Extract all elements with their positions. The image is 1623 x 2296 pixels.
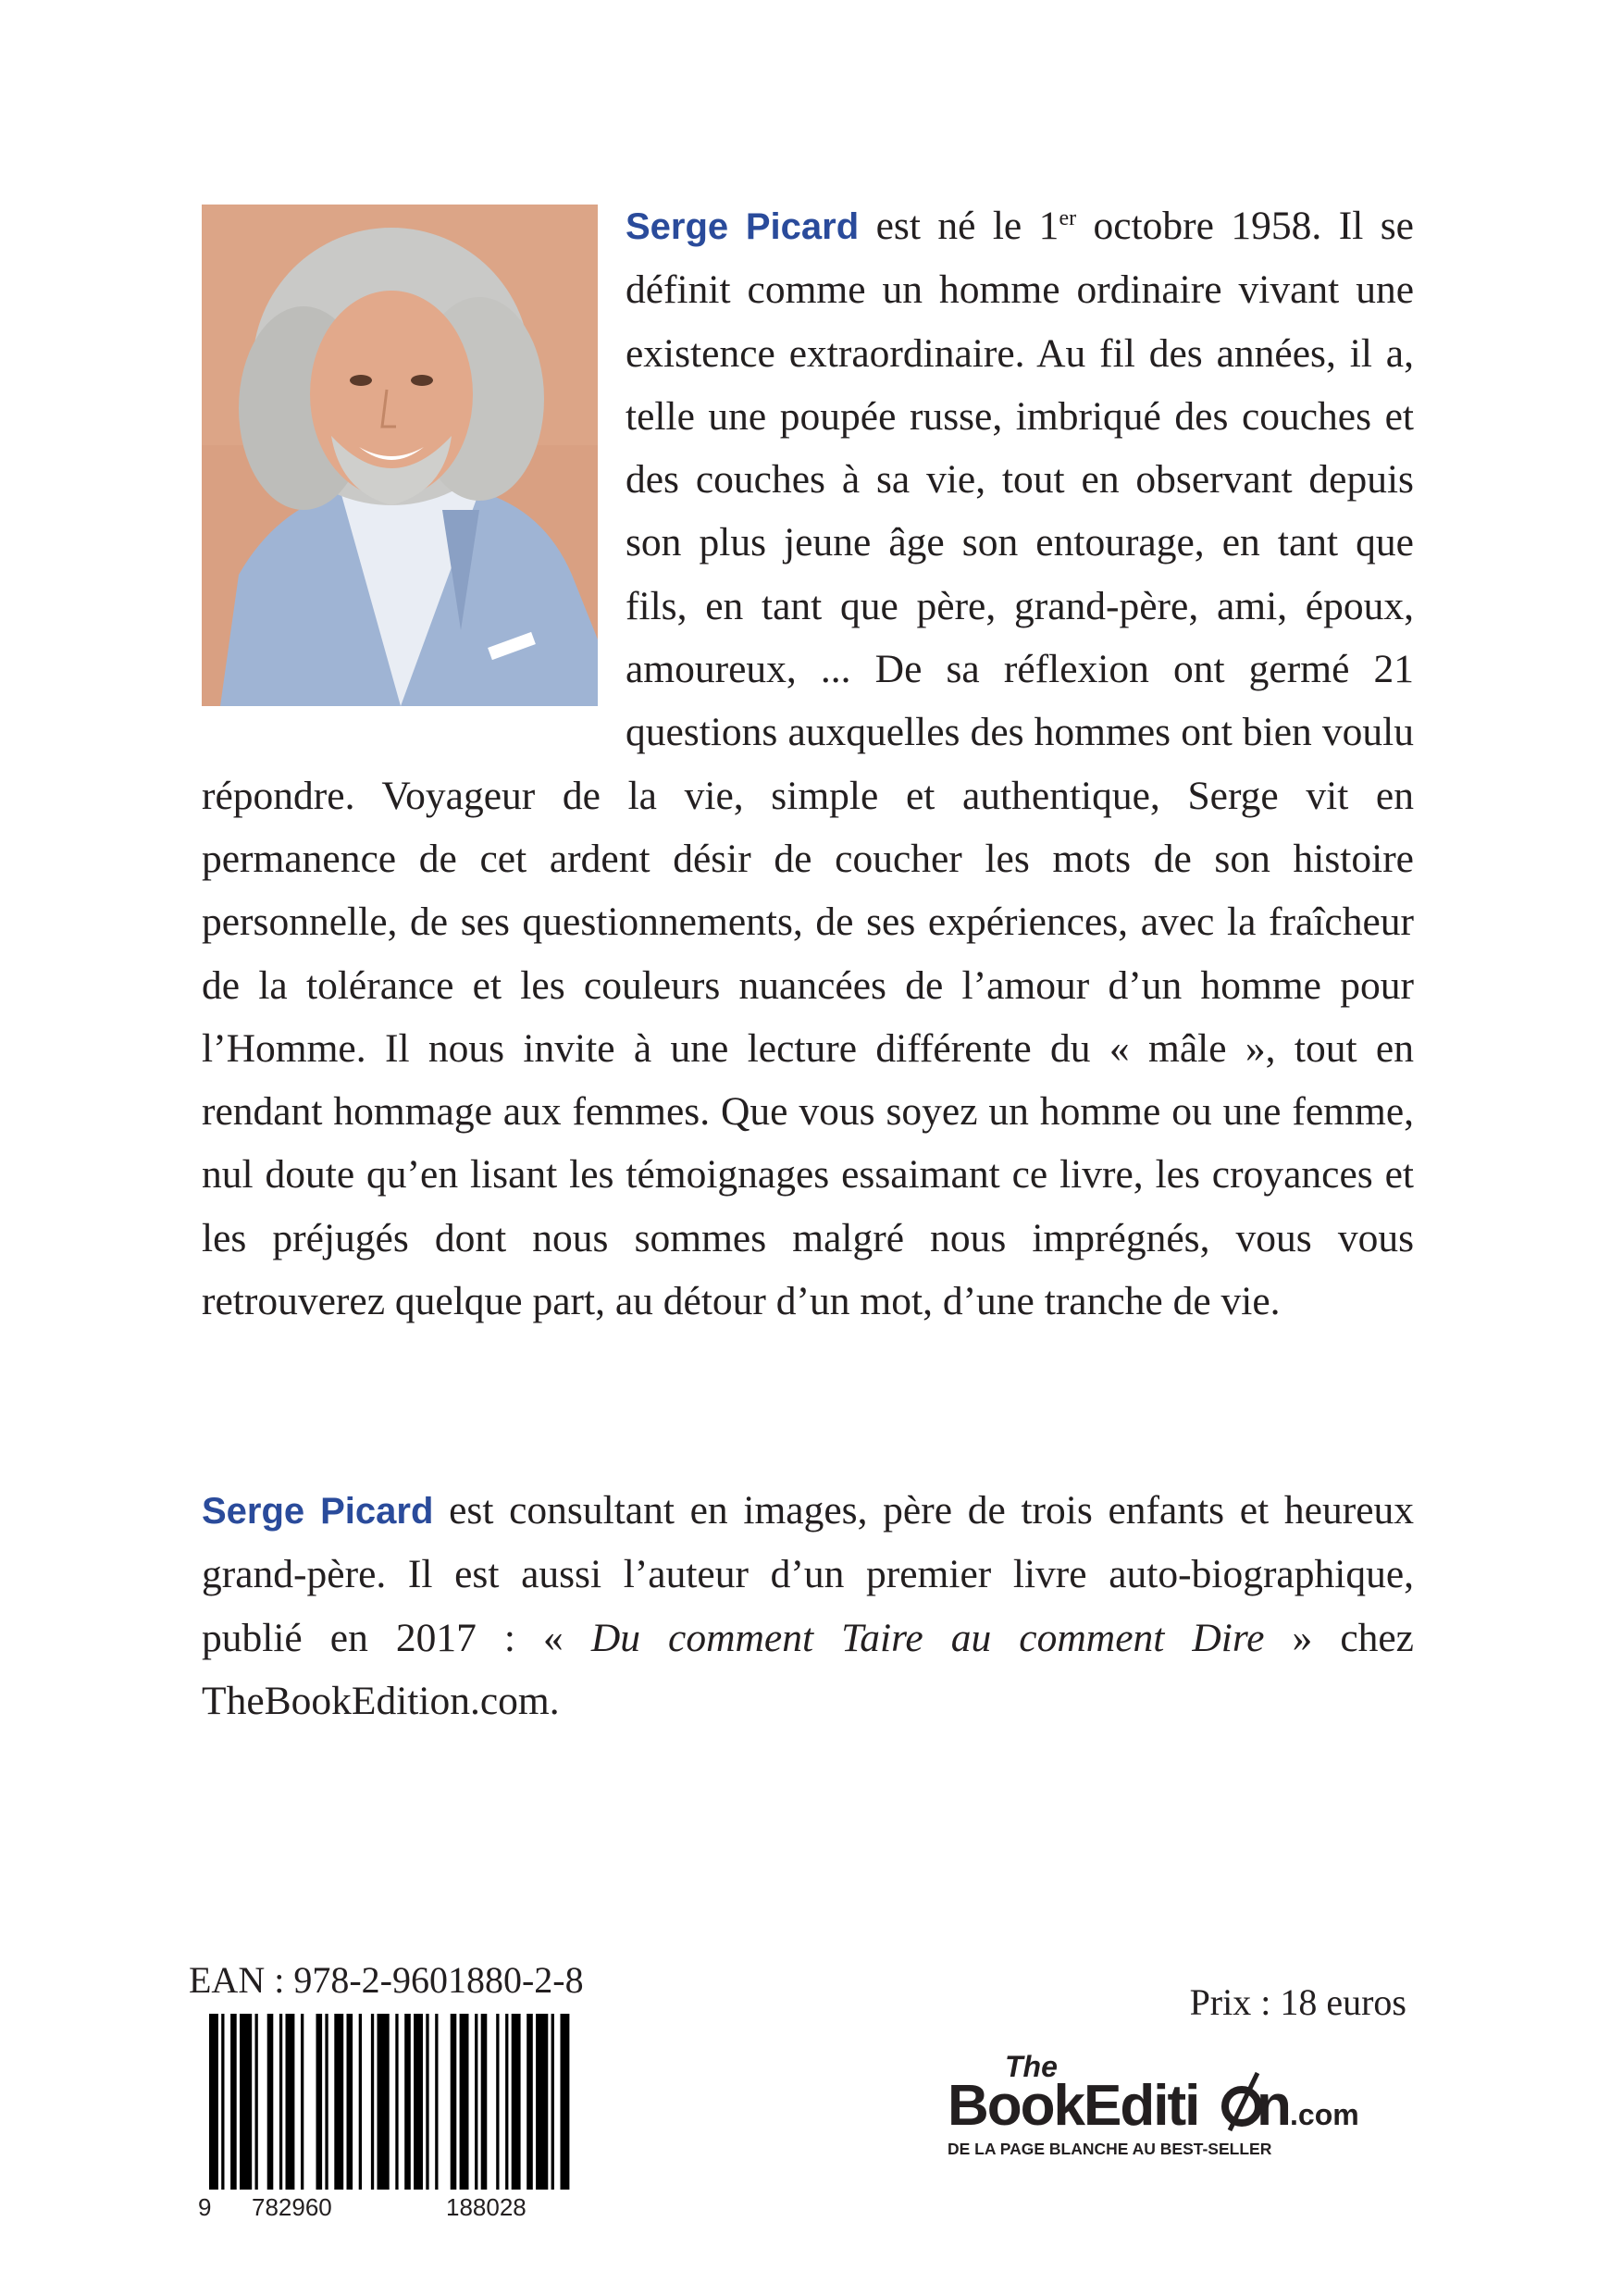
bio-text: est né le 1 (859, 204, 1059, 248)
previous-book-title: Du comment Taire au comment Dire (590, 1615, 1265, 1660)
bio-paragraph-1 (202, 194, 1414, 1333)
bio-paragraph-2 (202, 1479, 1414, 1732)
author-portrait-icon (202, 205, 598, 706)
logo-tagline: DE LA PAGE BLANCHE AU BEST-SELLER (948, 2140, 1272, 2158)
logo-n: n (1257, 2074, 1292, 2138)
barcode (209, 2014, 616, 2190)
barcode-digit: 188028 (446, 2193, 527, 2221)
bio-text: est consultant en images, père de trois enfants et heureux grand-père. Il est aussi l’auteur d’un premier livre auto-biographique, publié en 2017 : « (202, 1488, 1415, 1660)
price-label: Prix : 18 euros (1189, 1981, 1406, 2023)
author-name: Serge Picard (626, 206, 860, 247)
logo-com: .com (1290, 2098, 1359, 2131)
author-name: Serge Picard (202, 1491, 434, 1532)
ordinal-superscript: er (1059, 206, 1077, 230)
bio-text: octobre 1958. Il se définit comme un homme ordinaire vivant une existence extraordinaire. Au fil des années, il a, telle une poupée russe, imbriqué des couches et des couches à sa vie, tout en observant depuis son plus jeune âge son entourage, en tant que fils, en tant que père, grand-père, ami, époux, amoureux, ... De sa réflexion ont germé 21 questions auxquelles des hommes ont bien voulu répondre. Voyageur de la vie, simple et authentique, Serge vit en permanence de cet ardent désir de coucher les mots de son histoire personnelle, de ses questionnements, de ses expériences, avec la fraîcheur de la tolérance et les couleurs nuancées de l’amour d’un homme pour l’Homme. Il nous invite à une lecture différente du « mâle », tout en rendant hommage aux femmes. Que vous soyez un homme ou une femme, nul doute qu’en lisant les témoignages essaimant ce livre, les croyances et les préjugés dont nous sommes malgré nous imprégnés, vous vous retrouverez quelque part, au détour d’un mot, d’une tranche de vie. (202, 204, 1414, 1324)
barcode-digit: 782960 (252, 2193, 332, 2221)
bio-text: » chez TheBookEdition.com. (202, 1615, 1414, 1723)
thebookedition-logo (948, 2045, 1419, 2164)
barcode-digit: 9 (198, 2193, 212, 2221)
logo-book: BookEditi (948, 2074, 1199, 2138)
author-photo (202, 205, 598, 706)
logo-the: The (1005, 2050, 1058, 2083)
ean-label: EAN : 978-2-9601880-2-8 (189, 1959, 584, 2001)
